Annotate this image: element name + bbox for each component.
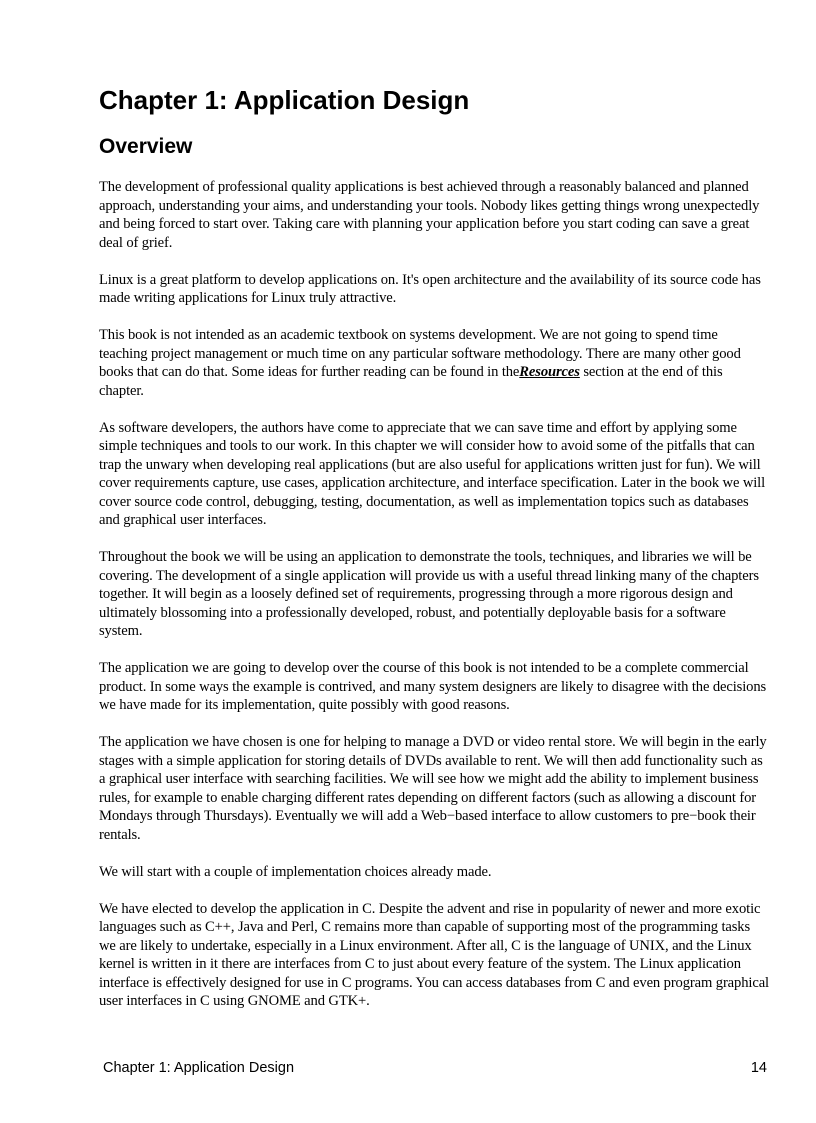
paragraph-book-scope-text: This book is not intended as an academic textbook on systems development. We are not going to spend time teaching project management or much time on any particular software methodology. There are many other good books that can do that. Some ideas for further reading can be found in the — [99, 327, 741, 380]
paragraph-not-complete-product: The application we are going to develop over the course of this book is not intended to be a complete commercial product. In some ways the example is contrived, and many system designers are likely to disagree with the decisions we have made for its implementation, quite possibly with good reasons. — [99, 660, 767, 713]
page-footer — [103, 1058, 767, 1078]
paragraph-language-c: We have elected to develop the application in C. Despite the advent and rise in popularity of newer and more exotic languages such as C++, Java and Perl, C remains more than capable of supporting most of the programming tasks we are likely to undertake, especially in a Linux environment. After all, C is the language of UNIX, and the Linux kernel is written in it there are interfaces from C to just about every feature of the system. The Linux application interface is effectively designed for use in C programs. You can access databases from C and even program graphical user interfaces in C using GNOME and GTK+. — [99, 900, 769, 1009]
section-title: Overview — [99, 135, 193, 158]
footer-page-number: 14 — [750, 1060, 767, 1076]
paragraph-techniques: As software developers, the authors have come to appreciate that we can save time and effort by applying some simple techniques and tools to our work. In this chapter we will consider how to avoid some of the pitfalls that can trap the unwary when developing real applications (but are also useful for applications written just for fun). We will cover requirements capture, use cases, application architecture, and interface specification. Later in the book we will cover source code control, debugging, testing, documentation, as well as implementation topics such as databases and graphical user interfaces. — [99, 419, 766, 528]
paragraph-intro: The development of professional quality applications is best achieved through a reasonably balanced and planned approach, understanding your aims, and understanding your tools. Nobody likes getting things wrong unexpectedly and being forced to start over. Taking care with planning your application before you start coding can save a great deal of grief. — [99, 179, 760, 251]
chapter-title: Chapter 1: Application Design — [99, 85, 470, 115]
paragraph-dvd-rental: The application we have chosen is one for helping to manage a DVD or video rental store. We will begin in the early stages with a simple application for storing details of DVDs available to rent. We will then add functionality such as a graphical user interface with searching facilities. We will see how we might add the ability to implement business rules, for example to enable charging different rates depending on different factors (such as allowing a discount for Mondays through Thursdays). Eventually we will add a Web−based interface to allow customers to pre−book their rentals. — [99, 734, 767, 843]
paragraph-linux-platform: Linux is a great platform to develop applications on. It's open architecture and the availability of its source code has made writing applications for Linux truly attractive. — [99, 271, 761, 306]
footer-chapter-label: Chapter 1: Application Design — [103, 1060, 295, 1076]
resources-link[interactable]: Resources — [519, 364, 580, 380]
paragraph-implementation-choices: We will start with a couple of implementation choices already made. — [99, 863, 492, 880]
paragraph-book-scope — [99, 326, 769, 400]
body-text — [99, 178, 769, 1029]
paragraph-book-scope-tail: section at the end of this chapter. — [99, 364, 723, 399]
paragraph-demo-application: Throughout the book we will be using an application to demonstrate the tools, techniques, and libraries we will be covering. The development of a single application will provide us with a useful thread linking many of the chapters together. It will begin as a loosely defined set of requirements, progressing through a more rigorous design and ultimately blossoming into a professionally developed, robust, and potentially deployable basis for a software system. — [99, 549, 759, 639]
